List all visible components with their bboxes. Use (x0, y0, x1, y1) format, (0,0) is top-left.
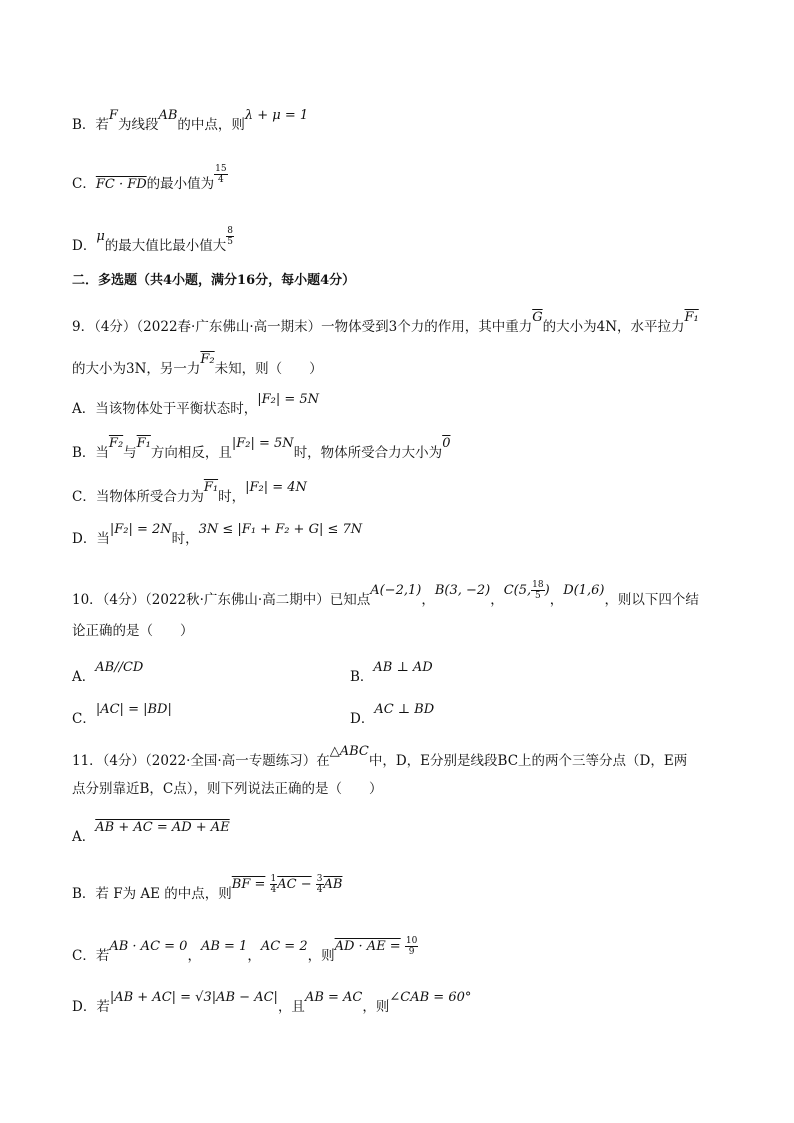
math-F1: F₁ (203, 480, 219, 495)
q11-stem-line1 (72, 744, 688, 771)
math-AB: AB (158, 108, 178, 123)
text: B．若 F为 AE 的中点，则 (72, 886, 232, 902)
fraction (226, 226, 234, 247)
math-triangle: △ABC (329, 744, 369, 759)
text: 9．（4分）（2022春·广东佛山·高一期末）一物体受到3个力的作用，其中重力 (72, 319, 533, 335)
q10-option-a (72, 660, 144, 687)
q10-option-c (72, 702, 172, 729)
math-eq: |F₂| = 5N (257, 392, 320, 407)
section-heading: 二．多选题（共4小题，满分16分，每小题4分） (72, 273, 356, 288)
q8-option-d (72, 226, 234, 257)
math-e3: AC = 2 (260, 939, 308, 954)
text: A．当该物体处于平衡状态时， (72, 401, 258, 417)
math-e3: ∠CAB = 60° (389, 990, 472, 1005)
q10-stem-line2: 论正确的是（ ） (72, 623, 194, 639)
math-F2: F₂ (200, 352, 215, 367)
math-part: AC − (277, 877, 312, 892)
text: 为线段 (117, 117, 159, 133)
text: ，且 (277, 999, 305, 1015)
text: 未知，则（ ） (214, 361, 323, 377)
point-C (503, 580, 550, 601)
math-zero: 0 (442, 436, 451, 451)
text: ，则 (307, 948, 335, 964)
q9-option-a (72, 392, 320, 419)
math-F: F (108, 108, 118, 123)
q9-stem-line2 (72, 352, 323, 379)
text: 10．（4分）（2022秋·广东佛山·高二期中）已知点 (72, 592, 371, 608)
label: A． (72, 669, 96, 685)
q9-option-b (72, 436, 451, 463)
q9-option-d (72, 522, 363, 549)
math-eq: |F₂| = 4N (245, 480, 307, 495)
point-D: D(1,6) (563, 583, 605, 598)
text: 与 (123, 445, 137, 461)
text: 的大小为4N，水平拉力 (542, 319, 685, 335)
text: D．若 (72, 999, 110, 1015)
text: 中，D，E分别是线段BC上的两个三等分点（D，E两 (368, 753, 688, 769)
math-e1: AB · AC = 0 (109, 939, 188, 954)
q9-option-c (72, 480, 307, 507)
text: C．若 (72, 948, 110, 964)
math-part: BF = (231, 877, 266, 892)
numerator: 3 (316, 874, 323, 884)
denominator: 5 (227, 237, 234, 247)
q11-option-c: C．若AB · AC = 0，AB = 1，AC = 2，则AD · AE = $\frac{10}{9}$ (72, 936, 418, 964)
fraction (316, 874, 324, 895)
denominator: 4 (218, 175, 224, 185)
q11-option-a (72, 820, 230, 847)
q10-option-d (350, 702, 435, 729)
text: 的最小值为 (146, 176, 215, 192)
q10-stem-line1: 10．（4分）（2022秋·广东佛山·高二期中）已知点A(−2,1)，B(3, −2)，C(5, $\frac{18}{5}$ )，D(1,6)，则以下四个结 (72, 580, 699, 608)
text: ，则 (362, 999, 390, 1015)
math-expr: AB + AC = AD + AE (95, 820, 230, 835)
text: 的最大值比最小值大 (104, 238, 227, 254)
text: 11．（4分）（2022·全国·高一专题练习）在 (72, 753, 330, 769)
math-F2: F₂ (108, 436, 124, 451)
label: A． (72, 829, 96, 845)
numerator: 15 (215, 164, 227, 174)
denominator: 5 (535, 591, 541, 601)
math-e2: AB = 1 (200, 939, 248, 954)
text: 时，物体所受合力大小为 (293, 445, 443, 461)
text: 时， (171, 531, 199, 547)
q11-stem-line2: 点分别靠近B，C点），则下列说法正确的是（ ） (72, 781, 383, 797)
math-expr: AC ⊥ BD (374, 702, 435, 717)
label: D． (72, 238, 97, 254)
q10-option-b (350, 660, 433, 687)
text: C．当物体所受合力为 (72, 489, 204, 505)
text: B．当 (72, 445, 109, 461)
math-expr: AB//CD (95, 660, 144, 675)
math-e2: AB = AC (304, 990, 363, 1005)
label: C． (72, 711, 96, 727)
math-mu: μ (96, 229, 105, 244)
point-C-post: ) (544, 583, 550, 598)
math-eq: |F₂| = 5N (231, 436, 294, 451)
point-C-pre: C(5, (503, 583, 532, 598)
label: B．若 (72, 117, 109, 133)
denominator: 9 (408, 947, 415, 957)
math-G: $\overline{G}$ (532, 310, 543, 325)
math-eq1: |F₂| = 2N (109, 522, 172, 537)
text: 的大小为3N，另一力 (72, 361, 201, 377)
math-part: $\overline{AB}$ (323, 877, 343, 892)
q11-option-b (72, 874, 343, 905)
math-expr: FC · FD (95, 177, 147, 192)
math-e4 (334, 936, 419, 957)
math-expr: |AC| = |BD| (95, 702, 172, 717)
math-part: AD · AE = (334, 939, 401, 954)
numerator: 8 (227, 226, 234, 236)
math-eq: λ + μ = 1 (244, 108, 309, 123)
text: 方向相反，且 (150, 445, 232, 461)
fraction (214, 164, 227, 185)
q8-option-b (72, 108, 309, 135)
numerator: 10 (405, 936, 418, 946)
point-A: A(−2,1) (370, 583, 422, 598)
numerator: 1 (270, 874, 277, 884)
math-eq2: 3N ≤ |F₁ + F₂ + G| ≤ 7N (198, 522, 363, 537)
fraction (531, 580, 544, 601)
math-expr: AB ⊥ AD (373, 660, 433, 675)
q11-option-d (72, 990, 472, 1017)
denominator: 4 (270, 885, 277, 895)
text: D．当 (72, 531, 110, 547)
math-F1: F₁ (136, 436, 151, 451)
q9-stem-line1 (72, 310, 699, 337)
label: C． (72, 176, 96, 192)
numerator: 18 (532, 580, 544, 590)
math-F1: F₁ (684, 310, 699, 325)
fraction (405, 936, 418, 957)
point-B: B(3, −2) (434, 583, 491, 598)
text: ，则以下四个结 (604, 592, 699, 608)
label: D． (350, 711, 375, 727)
text: 时， (218, 489, 246, 505)
math-e1: |AB + AC| = √3|AB − AC| (109, 990, 278, 1005)
math-expr (231, 874, 343, 895)
q8-option-c (72, 164, 228, 195)
text: 的中点，则 (177, 117, 245, 133)
denominator: 4 (316, 885, 323, 895)
label: B． (350, 669, 374, 685)
